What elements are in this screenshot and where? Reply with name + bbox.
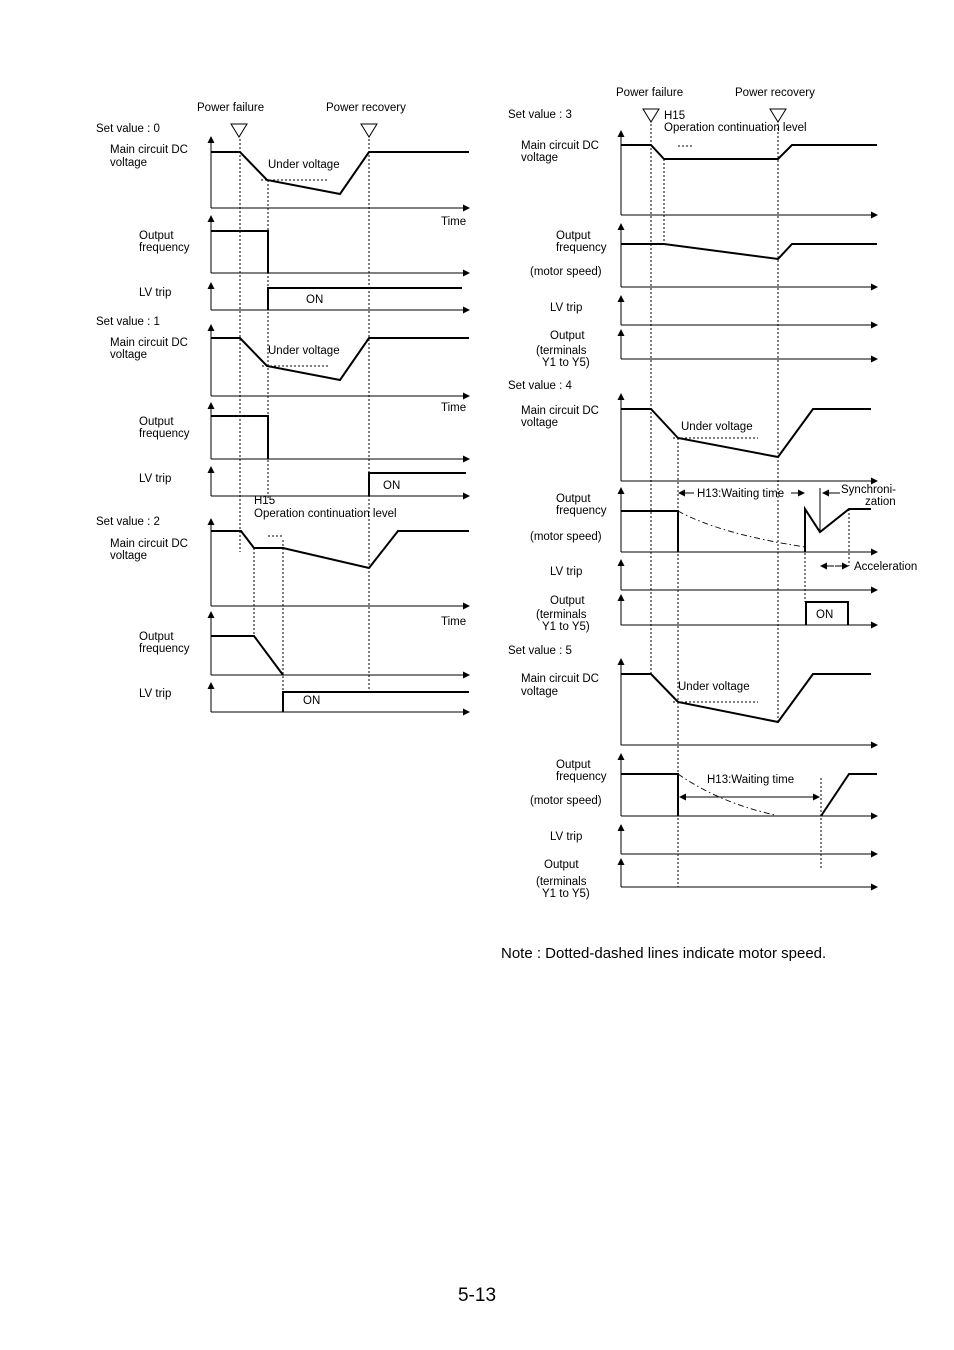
signal-label-main-dc: Main circuit DC xyxy=(521,405,599,417)
signal-label-main-dc: Main circuit DC xyxy=(521,140,599,152)
under-voltage-label: Under voltage xyxy=(268,345,340,357)
set-value-label: Set value : 0 xyxy=(96,123,160,135)
h15-label: H15 xyxy=(254,495,276,507)
signal-label-main-dc: voltage xyxy=(521,152,559,164)
set-value-4-diagram xyxy=(508,380,917,633)
signal-label-main-dc: Main circuit DC xyxy=(521,673,599,685)
time-label: Time xyxy=(441,402,467,414)
output-frequency-waveform xyxy=(621,244,877,259)
signal-label-motor-speed: (motor speed) xyxy=(530,531,602,543)
power-failure-triangle-icon xyxy=(643,109,659,122)
signal-label-lv-trip: LV trip xyxy=(550,566,583,578)
signal-label-output-frequency: Output xyxy=(556,493,591,505)
signal-label-main-dc: Main circuit DC xyxy=(110,538,188,550)
page-number: 5-13 xyxy=(457,1285,497,1306)
acceleration-label: Acceleration xyxy=(854,561,918,573)
signal-label-main-dc: voltage xyxy=(521,417,559,429)
signal-label-output-frequency: frequency xyxy=(139,428,190,440)
set-value-3-diagram xyxy=(508,109,877,369)
signal-label-main-dc: voltage xyxy=(110,349,148,361)
dc-voltage-waveform xyxy=(211,152,469,194)
power-failure-label: Power failure xyxy=(197,102,265,114)
output-frequency-waveform xyxy=(621,511,678,552)
signal-label-output-frequency: frequency xyxy=(556,771,607,783)
signal-label-lv-trip: LV trip xyxy=(550,831,583,843)
power-recovery-triangle-icon xyxy=(770,109,786,122)
signal-label-output-terminals: Output xyxy=(550,330,585,342)
signal-label-output-frequency: frequency xyxy=(139,242,190,254)
waiting-time-label: H13:Waiting time xyxy=(707,774,795,786)
signal-label-lv-trip: LV trip xyxy=(139,287,172,299)
note-text: Note : Dotted-dashed lines indicate motor speed. xyxy=(501,945,827,962)
output-frequency-waveform xyxy=(211,636,283,675)
signal-label-output-terminals: (terminals xyxy=(536,345,587,357)
dc-voltage-waveform xyxy=(621,409,871,457)
signal-label-main-dc: voltage xyxy=(110,550,148,562)
output-frequency-restart-waveform xyxy=(821,774,877,816)
signal-label-output-terminals: Y1 to Y5) xyxy=(542,357,590,369)
signal-label-main-dc: voltage xyxy=(110,157,148,169)
on-label: ON xyxy=(303,695,321,707)
signal-label-lv-trip: LV trip xyxy=(139,688,172,700)
signal-label-lv-trip: LV trip xyxy=(139,473,172,485)
under-voltage-label: Under voltage xyxy=(681,421,753,433)
power-failure-triangle-icon xyxy=(231,124,247,137)
set-value-1-diagram xyxy=(96,316,469,496)
on-label: ON xyxy=(383,480,401,492)
signal-label-output-terminals: Y1 to Y5) xyxy=(542,621,590,633)
signal-label-output-frequency: frequency xyxy=(139,643,190,655)
power-failure-label: Power failure xyxy=(616,87,684,99)
set-value-0-diagram xyxy=(96,123,469,310)
set-value-label: Set value : 3 xyxy=(508,109,572,121)
power-recovery-label: Power recovery xyxy=(326,102,406,114)
h15-label: H15 xyxy=(664,110,686,122)
signal-label-output-frequency: Output xyxy=(139,631,174,643)
power-recovery-label: Power recovery xyxy=(735,87,815,99)
signal-label-motor-speed: (motor speed) xyxy=(530,795,602,807)
signal-label-output-terminals: (terminals xyxy=(536,609,587,621)
signal-label-output-frequency: Output xyxy=(139,416,174,428)
waiting-time-label: H13:Waiting time xyxy=(697,488,785,500)
signal-label-output-frequency: Output xyxy=(556,759,591,771)
set-value-label: Set value : 2 xyxy=(96,516,160,528)
motor-speed-curve xyxy=(678,511,805,547)
lv-trip-waveform xyxy=(268,288,462,310)
output-frequency-restart-waveform xyxy=(805,509,871,552)
time-label: Time xyxy=(441,216,467,228)
signal-label-output-frequency: Output xyxy=(139,230,174,242)
signal-label-output-terminals: Output xyxy=(544,859,579,871)
under-voltage-label: Under voltage xyxy=(678,681,750,693)
set-value-label: Set value : 5 xyxy=(508,645,572,657)
signal-label-lv-trip: LV trip xyxy=(550,302,583,314)
signal-label-output-frequency: frequency xyxy=(556,505,607,517)
signal-label-main-dc: voltage xyxy=(521,686,559,698)
output-frequency-waveform xyxy=(621,774,678,816)
on-label: ON xyxy=(306,294,324,306)
signal-label-motor-speed: (motor speed) xyxy=(530,266,602,278)
dc-voltage-waveform xyxy=(211,338,469,380)
operation-continuation-level-label: Operation continuation level xyxy=(254,508,397,520)
signal-label-output-terminals: Output xyxy=(550,595,585,607)
signal-label-output-terminals: (terminals xyxy=(536,876,587,888)
on-label: ON xyxy=(816,609,834,621)
signal-label-output-frequency: frequency xyxy=(556,242,607,254)
set-value-2-diagram xyxy=(96,495,469,712)
power-recovery-triangle-icon xyxy=(361,124,377,137)
dc-voltage-waveform xyxy=(621,145,877,159)
signal-label-output-frequency: Output xyxy=(556,230,591,242)
set-value-label: Set value : 4 xyxy=(508,380,572,392)
signal-label-output-terminals: Y1 to Y5) xyxy=(542,888,590,900)
signal-label-main-dc: Main circuit DC xyxy=(110,337,188,349)
set-value-5-diagram xyxy=(508,645,877,900)
dc-voltage-waveform xyxy=(211,531,469,568)
synchronization-label: Synchroni- xyxy=(841,484,896,496)
set-value-label: Set value : 1 xyxy=(96,316,160,328)
signal-label-main-dc: Main circuit DC xyxy=(110,144,188,156)
operation-continuation-level-label: Operation continuation level xyxy=(664,122,807,134)
synchronization-label: zation xyxy=(865,496,896,508)
time-label: Time xyxy=(441,616,467,628)
under-voltage-label: Under voltage xyxy=(268,159,340,171)
